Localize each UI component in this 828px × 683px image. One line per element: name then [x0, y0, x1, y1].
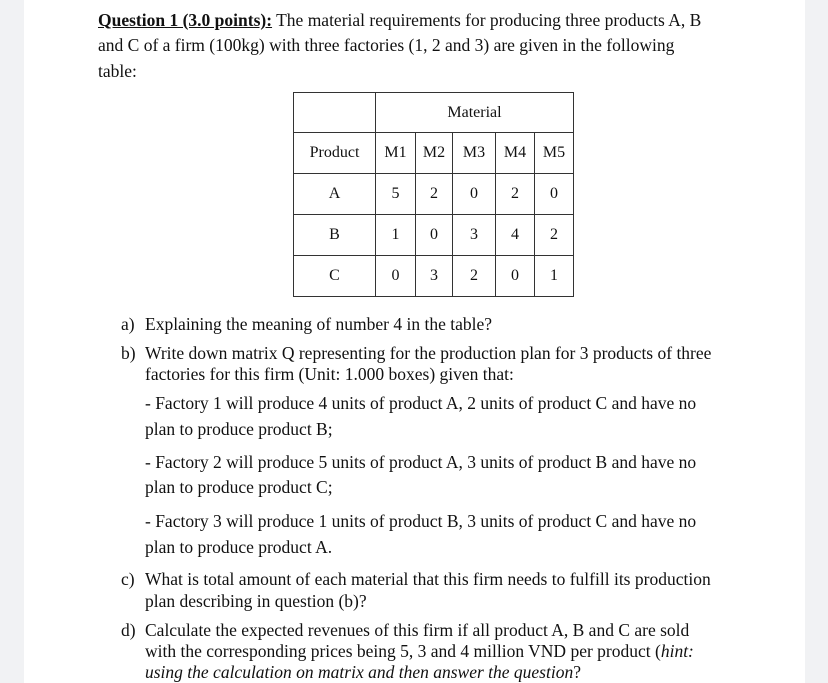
part-d-line2-text: with the corresponding prices being 5, 3 and 4 million VND per product ( [145, 641, 661, 661]
column-header-m1: M1 [376, 133, 416, 174]
part-a-label: a) [121, 314, 135, 334]
intro-text-1: The material requirements for producing three products A, B [276, 10, 702, 30]
part-b-label: b) [121, 343, 136, 363]
factory2-line2: plan to produce product C; [145, 477, 333, 497]
table-row [294, 256, 574, 297]
hint-text: using the calculation on matrix and then answer the question [145, 662, 574, 682]
material-table [293, 92, 574, 297]
material-group-header: Material [376, 93, 574, 133]
question-intro-line1 [98, 9, 701, 31]
table-cell: 2 [416, 174, 453, 215]
part-c-line2: plan describing in question (b)? [145, 591, 367, 611]
product-label: C [294, 256, 376, 297]
table-cell: 3 [453, 215, 496, 256]
column-header-m4: M4 [496, 133, 535, 174]
product-column-header: Product [294, 133, 376, 174]
part-d-line2 [145, 640, 694, 662]
table-cell: 0 [496, 256, 535, 297]
part-d-line1: Calculate the expected revenues of this firm if all product A, B and C are sold [145, 620, 690, 640]
part-d-label: d) [121, 620, 136, 640]
table-cell: 1 [376, 215, 416, 256]
factory3-line2: plan to produce product A. [145, 537, 333, 557]
table-cell: 2 [453, 256, 496, 297]
table-cell: 0 [453, 174, 496, 215]
table-cell: 0 [416, 215, 453, 256]
part-d-line3 [145, 661, 581, 683]
factory3-line1: - Factory 3 will produce 1 units of product B, 3 units of product C and have no [145, 511, 697, 531]
part-c-label: c) [121, 569, 135, 589]
column-header-m5: M5 [535, 133, 574, 174]
factory1-line2: plan to produce product B; [145, 419, 333, 439]
column-header-m3: M3 [453, 133, 496, 174]
factory2-line1: - Factory 2 will produce 5 units of product A, 3 units of product B and have no [145, 452, 697, 472]
part-c-line1: What is total amount of each material that this firm needs to fulfill its production [145, 569, 711, 589]
table-cell: 3 [416, 256, 453, 297]
table-cell: 1 [535, 256, 574, 297]
table-row [294, 174, 574, 215]
hint-label: hint: [660, 641, 694, 661]
table-cell: 5 [376, 174, 416, 215]
table-cell: 2 [496, 174, 535, 215]
product-label: B [294, 215, 376, 256]
part-b-line2: factories for this firm (Unit: 1.000 boxes) given that: [145, 364, 514, 384]
product-label: A [294, 174, 376, 215]
column-header-m2: M2 [416, 133, 453, 174]
table-cell: 2 [535, 215, 574, 256]
table-corner-cell [294, 93, 376, 133]
table-cell: 0 [535, 174, 574, 215]
part-a-text: Explaining the meaning of number 4 in the table? [145, 314, 492, 334]
part-b-line1: Write down matrix Q representing for the production plan for 3 products of three [145, 343, 712, 363]
factory1-line1: - Factory 1 will produce 4 units of product A, 2 units of product C and have no [145, 393, 697, 413]
part-d-end: ? [573, 662, 582, 682]
table-cell: 0 [376, 256, 416, 297]
question-intro-line2: and C of a firm (100kg) with three factories (1, 2 and 3) are given in the following [98, 35, 675, 55]
table-cell: 4 [496, 215, 535, 256]
table-row [294, 215, 574, 256]
question-heading: Question 1 (3.0 points): [98, 10, 273, 30]
question-intro-line3: table: [98, 61, 137, 81]
